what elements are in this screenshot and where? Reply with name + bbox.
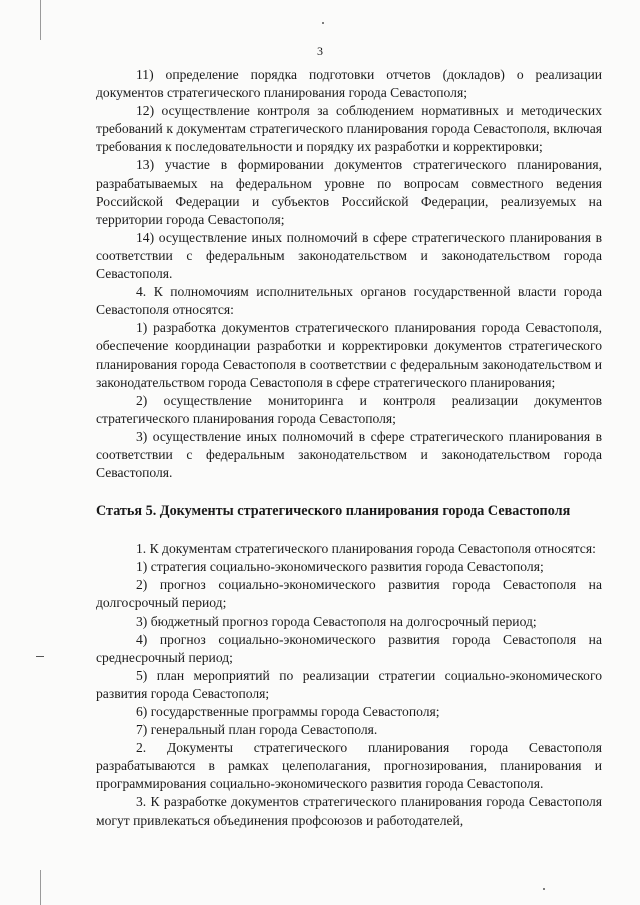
paragraph: 1) стратегия социально-экономического развития города Севастополя; bbox=[136, 559, 544, 575]
scan-speck bbox=[322, 22, 324, 24]
paragraph: 4. К полномочиям исполнительных органов государственной власти города Севастополя относятся: bbox=[96, 284, 602, 318]
margin-mark bbox=[40, 0, 41, 40]
article-heading: Статья 5. Документы стратегического планирования города Севастополя bbox=[96, 503, 571, 520]
paragraph: 3) осуществление иных полномочий в сфере стратегического планирования в соответствии с федеральным законодательством и законодательством города Севастополя. bbox=[96, 428, 602, 481]
document-body bbox=[96, 66, 602, 830]
margin-mark bbox=[40, 870, 41, 905]
scan-speck bbox=[543, 888, 545, 890]
page-number: 3 bbox=[317, 44, 323, 58]
paragraph: 5) план мероприятий по реализации стратегии социально-экономического развития города Севастополя; bbox=[96, 667, 602, 701]
paragraph: 1) разработка документов стратегического планирования города Севастополя, обеспечение координации разработки и корректировки документов стратегического планирования города Севастополя в соответствии с федеральным законодательством и законодательством города Севастополя в сфере стратегического планирования; bbox=[96, 320, 602, 390]
paragraph: 3) бюджетный прогноз города Севастополя на долгосрочный период; bbox=[136, 613, 537, 629]
paragraph: 6) государственные программы города Севастополя; bbox=[136, 704, 440, 719]
paragraph: 13) участие в формировании документов стратегического планирования, разрабатываемых на федеральном уровне по вопросам совместного ведения Российской Федерации и субъектов Российской Федерации, реализуемых на территории города Севастополя; bbox=[96, 157, 602, 227]
paragraph: 2. Документы стратегического планирования города Севастополя разрабатываются в рамках целеполагания, прогнозирования, планирования и программирования социально-экономического развития города Севастополя. bbox=[96, 740, 602, 792]
paragraph: 2) прогноз социально-экономического развития города Севастополя на долгосрочный период; bbox=[96, 577, 602, 611]
paragraph: 2) осуществление мониторинга и контроля реализации документов стратегического планирования города Севастополя; bbox=[96, 392, 602, 426]
paragraph: 11) определение порядка подготовки отчетов (докладов) о реализации документов стратегического планирования города Севастополя; bbox=[96, 67, 602, 101]
paragraph: 4) прогноз социально-экономического развития города Севастополя на среднесрочный период; bbox=[96, 631, 602, 665]
paragraph: 14) осуществление иных полномочий в сфере стратегического планирования в соответствии с федеральным законодательством и законодательством города Севастополя. bbox=[96, 229, 602, 282]
paragraph: 12) осуществление контроля за соблюдением нормативных и методических требований к документам стратегического планирования города Севастополя, включая требования к последовательности и порядку их разработки и корректировки; bbox=[96, 103, 602, 155]
scan-speck bbox=[36, 656, 44, 657]
paragraph: 7) генеральный план города Севастополя. bbox=[136, 722, 378, 738]
paragraph: 3. К разработке документов стратегического планирования города Севастополя могут привлекаться объединения профсоюзов и работодателей, bbox=[96, 794, 602, 828]
paragraph: 1. К документам стратегического планирования города Севастополя относятся: bbox=[136, 541, 596, 557]
